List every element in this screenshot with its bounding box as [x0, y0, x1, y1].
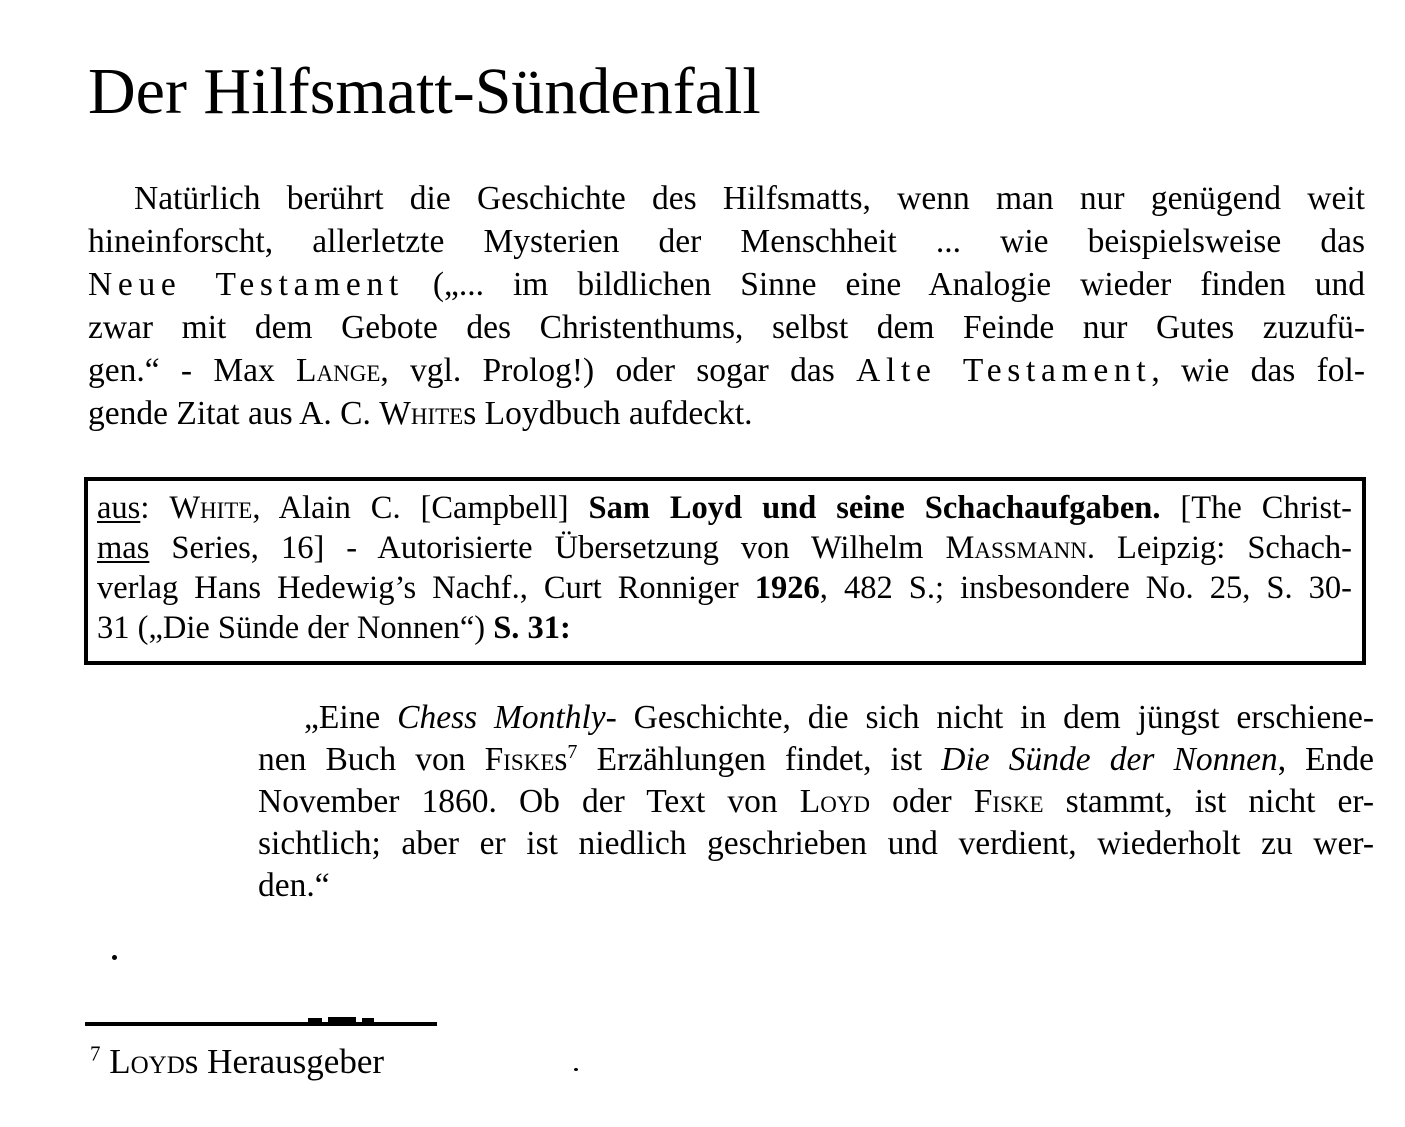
intro-line: gen.“ - Max Lange, vgl. Prolog!) oder sogar das Alte Testament, wie das fol- [88, 352, 1365, 389]
intro-line: Neue Testament („... im bildlichen Sinne eine Analogie wieder finden und [88, 266, 1365, 303]
footnote-separator-rule [85, 1022, 437, 1026]
citation-line: verlag Hans Hedewig’s Nachf., Curt Ronniger 1926, 482 S.; insbesondere No. 25, S. 30- [97, 570, 1352, 606]
intro-line: Natürlich berührt die Geschichte des Hilfsmatts, wenn man nur genügend weit [134, 180, 1365, 217]
intro-line: zwar mit dem Gebote des Christenthums, selbst dem Feinde nur Gutes zuzufü- [88, 309, 1365, 346]
quote-paragraph [258, 697, 1374, 907]
quote-line: „Eine Chess Monthly- Geschichte, die sich nicht in dem jüngst erschiene- [304, 699, 1374, 736]
scan-artifact-dash [362, 1018, 374, 1022]
quote-line: den.“ [258, 867, 330, 904]
intro-line: hineinforscht, allerletzte Mysterien der Menschheit ... wie beispielsweise das [88, 223, 1365, 260]
citation-line: 31 („Die Sünde der Nonnen“) S. 31: [97, 610, 571, 646]
footnote-text: $^7$ Loyds Herausgeber [90, 1041, 385, 1081]
citation-line: aus: White, Alain C. [Campbell] Sam Loyd und seine Schachaufgaben. [The Christ- [97, 490, 1352, 526]
scan-artifact-dot [574, 1068, 578, 1071]
page-title: Der Hilfsmatt-Sündenfall [88, 55, 761, 128]
intro-line: gende Zitat aus A. C. Whites Loydbuch aufdeckt. [88, 395, 753, 432]
quote-line: November 1860. Ob der Text von Loyd oder Fiske stammt, ist nicht er- [258, 783, 1375, 820]
intro-paragraph [88, 177, 1365, 435]
scan-artifact-dot [112, 955, 117, 960]
citation-box [84, 477, 1366, 665]
quote-line: sichtlich; aber er ist niedlich geschrieben und verdient, wiederholt zu wer- [258, 825, 1374, 862]
scan-artifact-dash [328, 1017, 356, 1022]
quote-line: nen Buch von Fiskes$^7$ Erzählungen findet, ist Die Sünde der Nonnen, Ende [258, 740, 1374, 778]
scan-artifact-dash [308, 1018, 322, 1022]
citation-line: mas Series, 16] - Autorisierte Übersetzung von Wilhelm Massmann. Leipzig: Schach- [97, 530, 1352, 566]
